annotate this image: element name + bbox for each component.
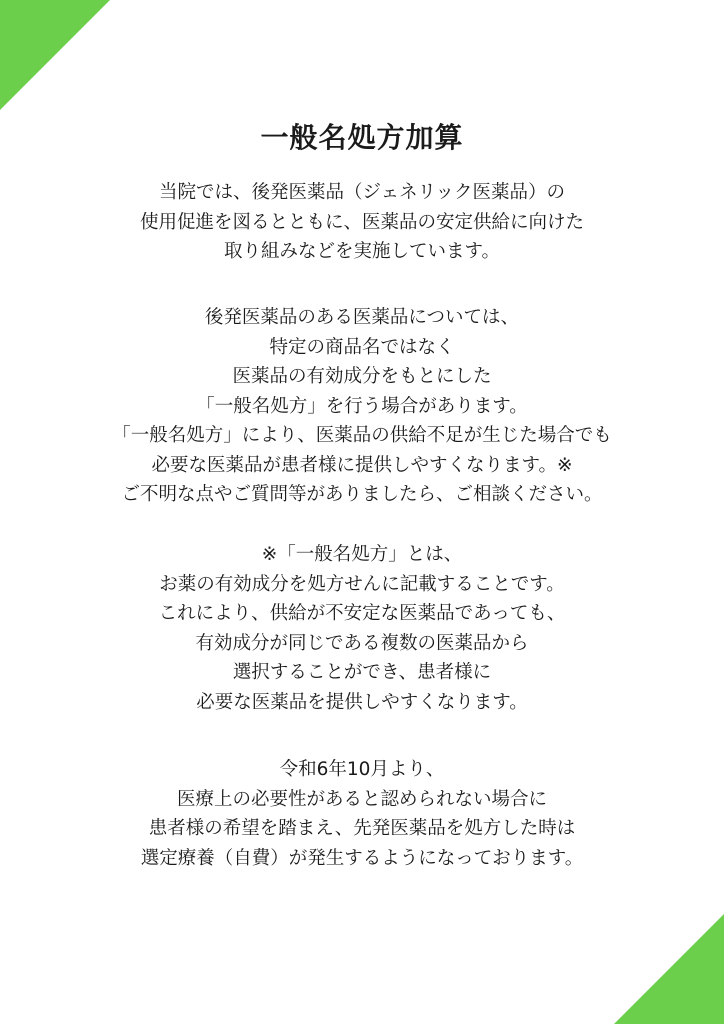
paragraph-line: これにより、供給が不安定な医薬品であっても、 <box>158 603 566 624</box>
generic-prescription-paragraph <box>0 303 724 510</box>
corner-decoration-top-left <box>0 0 110 110</box>
paragraph-line: 当院では、後発医薬品（ジェネリック医薬品）の <box>159 182 565 203</box>
corner-decoration-bottom-right <box>614 914 724 1024</box>
paragraph-line: 選択することができ、患者様に <box>232 662 492 683</box>
paragraph-line: 特定の商品名ではなく <box>269 336 455 358</box>
definition-note-paragraph <box>0 540 724 717</box>
paragraph-line: 後発医薬品のある医薬品については、 <box>204 307 520 328</box>
paragraph-line: 選定療養（自費）が発生するようになっております。 <box>140 847 584 869</box>
selective-care-paragraph <box>0 755 724 873</box>
paragraph-line: 必要な医薬品を提供しやすくなります。 <box>196 691 528 713</box>
paragraph-line: お薬の有効成分を処方せんに記載することです。 <box>159 573 565 595</box>
paragraph-line: 医薬品の有効成分をもとにした <box>232 366 492 387</box>
paragraph-line: 使用促進を図るとともに、医薬品の安定供給に向けた <box>139 211 584 233</box>
intro-paragraph <box>0 178 724 267</box>
paragraph-line: 令和6年10月より、 <box>279 759 445 780</box>
paragraph-line: 「一般名処方」により、医薬品の供給不足が生じた場合でも <box>112 425 612 446</box>
paragraph-line: 必要な医薬品が患者様に提供しやすくなります。※ <box>151 454 573 476</box>
paragraph-line: ※「一般名処方」とは、 <box>261 544 463 565</box>
paragraph-line: ご不明な点やご質問等がありましたら、ご相談ください。 <box>121 484 603 505</box>
paragraph-line: 取り組みなどを実施しています。 <box>223 241 501 262</box>
paragraph-line: 医療上の必要性があると認められない場合に <box>176 788 547 810</box>
paragraph-line: 「一般名処方」を行う場合があります。 <box>196 395 528 417</box>
paragraph-line: 患者様の希望を踏まえ、先発医薬品を処方した時は <box>148 818 576 839</box>
paragraph-line: 有効成分が同じである複数の医薬品から <box>195 632 529 654</box>
page-title: 一般名処方加算 <box>260 121 464 154</box>
